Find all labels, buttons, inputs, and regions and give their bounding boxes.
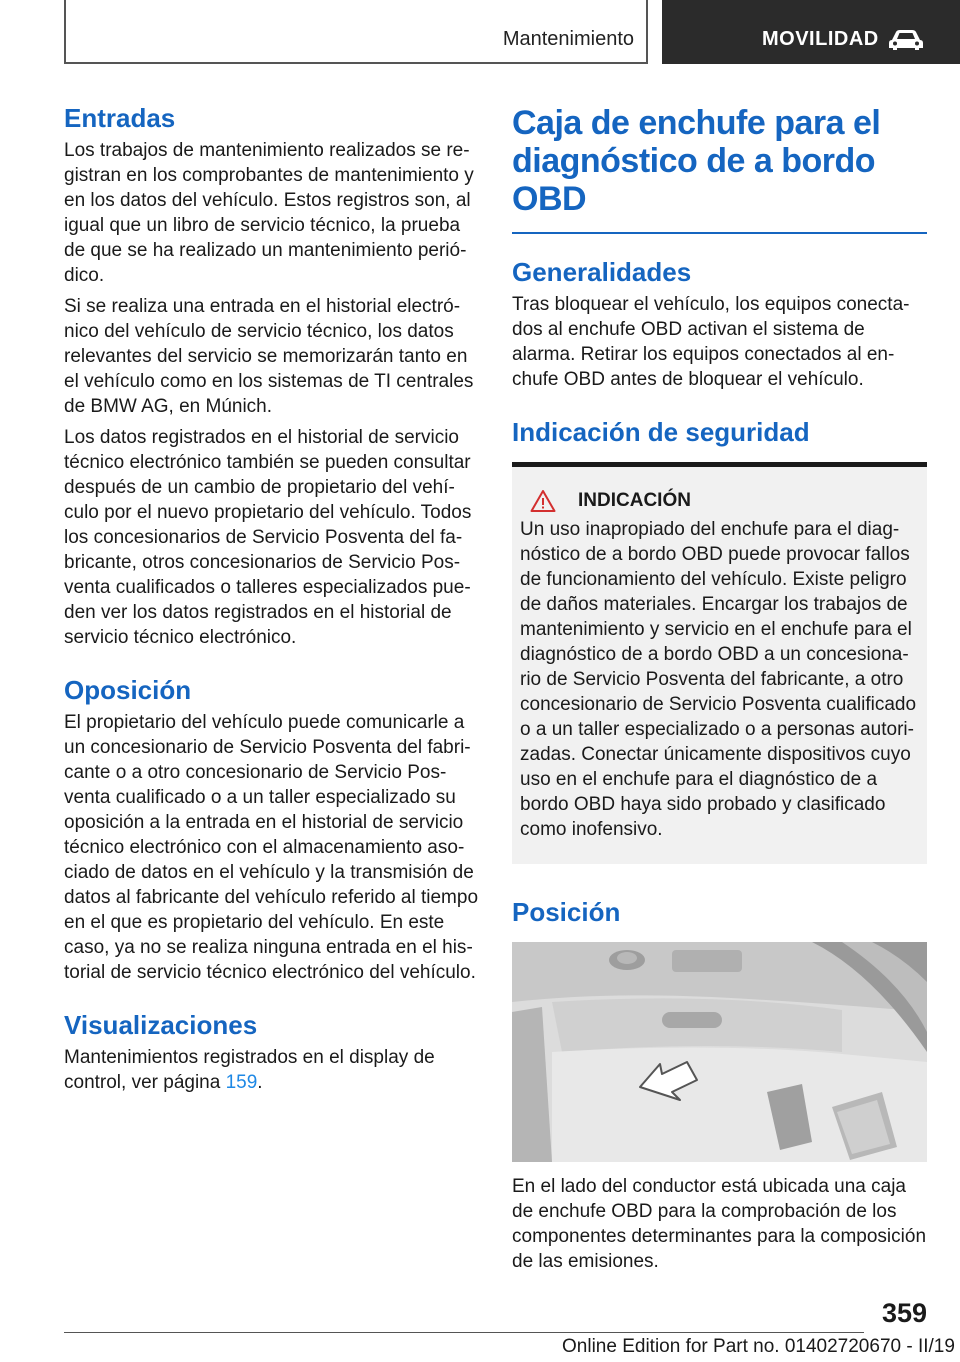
header-chapter-title: MOVILIDAD xyxy=(762,28,879,50)
footer-edition: Online Edition for Part no. 01402720670 - II/19 xyxy=(562,1336,955,1357)
warning-text: Un uso inapropiado del enchufe para el diagnóstico de a bordo OBD puede provocar fallos de funcionamiento del vehículo. Existe peligro de daños materiales. Encargar los trabajos de mantenimiento y servicio en el enchufe para el diagnóstico de a bordo OBD a un concesionario de Servicio Posventa del fabricante, a otro concesionario de Servicio Posventa cualificado o a un taller especializado o a personas autorizadas. Conectar únicamente dispositivos cuyo uso en el enchufe para el diagnóstico de a bordo OBD haya sido probado y clasificado como inofensivo. xyxy=(520,519,917,840)
warning-header xyxy=(520,489,917,513)
heading-seguridad: Indicación de seguridad xyxy=(512,417,810,447)
right-column xyxy=(512,104,927,1280)
heading-visualizaciones: Visualizaciones xyxy=(64,1010,258,1040)
warning-box xyxy=(512,462,927,864)
entradas-paragraph-3: Los datos registrados en el historial de servicio técnico electrónico también se pueden consultar después de un cambio de propietario del vehículo por el nuevo propietario del vehículo. Todos los concesionarios de Servicio Posventa del fabricante, otros concesionarios de Servicio Posventa cualificados o talleres especializados pueden ver los datos registrados en el historial de servicio técnico electrónico. xyxy=(64,427,472,648)
obd-location-figure xyxy=(512,942,927,1162)
page-number: 359 xyxy=(882,1298,928,1328)
generalidades-paragraph: Tras bloquear el vehículo, los equipos conectados al enchufe OBD activan el sistema de alarma. Retirar los equipos conectados al enchufe OBD antes de bloquear el vehículo. xyxy=(512,294,910,390)
car-icon xyxy=(886,28,926,52)
visualizaciones-text-end: . xyxy=(257,1072,263,1093)
page-link-159[interactable]: 159 xyxy=(225,1072,258,1093)
header-chapter-box xyxy=(662,0,960,64)
header-section-box xyxy=(64,0,648,64)
left-column xyxy=(64,102,479,1101)
heading-entradas: Entradas xyxy=(64,103,176,133)
heading-generalidades: Generalidades xyxy=(512,257,692,287)
posicion-caption: En el lado del conductor está ubicada una caja de enchufe OBD para la comprobación de los componentes determinantes para la composición de las emisiones. xyxy=(512,1176,927,1272)
oposicion-paragraph: El propietario del vehículo puede comunicarle a un concesionario de Servicio Posventa del fabricante o a otro concesionario de Servicio Posventa cualificado o a un taller especializado su oposición a la entrada en el historial de servicio técnico electrónico con el almacenamiento asociado de datos en el vehículo y la transmisión de datos al fabricante del vehículo referido al tiempo en el que es propietario del vehículo. En este caso, ya no se realiza ninguna entrada en el historial de servicio técnico electrónico del vehículo. xyxy=(64,712,479,983)
heading-oposicion: Oposición xyxy=(64,675,192,705)
heading-posicion: Posición xyxy=(512,897,621,927)
warning-label: INDICACIÓN xyxy=(578,490,691,511)
entradas-paragraph-1: Los trabajos de mantenimiento realizados se registran en los comprobantes de mantenimiento y en los datos del vehículo. Estos registros son, al igual que un libro de servicio técnico, la prueba de que se ha realizado un mantenimiento periódico. xyxy=(64,140,474,286)
visualizaciones-paragraph xyxy=(64,1045,479,1095)
header-section-title: Mantenimiento xyxy=(502,28,634,50)
footer-divider xyxy=(64,1332,864,1333)
visualizaciones-text: Mantenimientos registrados en el display de control, ver página xyxy=(64,1047,435,1093)
entradas-paragraph-2: Si se realiza una entrada en el historial electrónico del vehículo de servicio técnico, los datos relevantes del servicio se memorizarán tanto en el vehículo como en los sistemas de TI centrales de BMW AG, en Múnich. xyxy=(64,296,474,417)
title-divider xyxy=(512,232,927,234)
warning-triangle-icon xyxy=(530,489,556,513)
main-title: Caja de enchufe para el diagnóstico de a bordo OBD xyxy=(512,104,881,218)
